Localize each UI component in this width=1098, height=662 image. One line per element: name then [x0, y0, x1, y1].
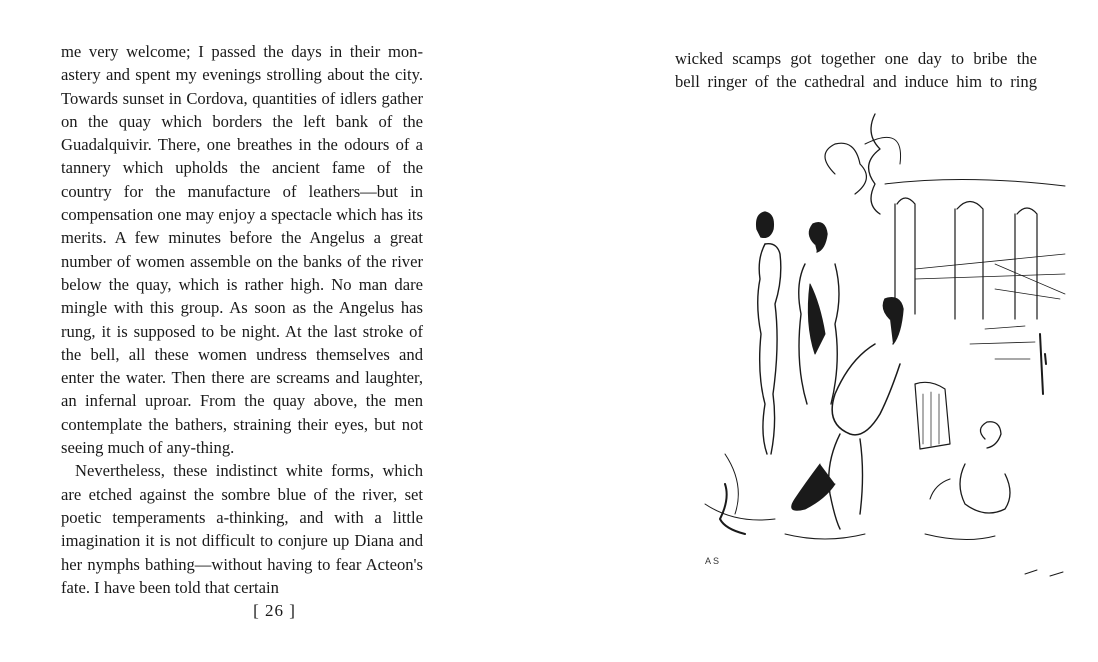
paragraph: me very welcome; I passed the days in their mon-astery and spent my evenings strolling about the city. Towards sunset in Cordova, quantities of idlers gather on the quay which borders the left bank of the Guadalquivir. There, one breathes in the odours of a tannery which upholds the ancient fame of the country for the manufacture of leathers—but in compensation one may enjoy a spectacle which has its merits. A few minutes before the Angelus a great number of women assemble on the banks of the river below the quay, which is rather high. No man dare mingle with this group. As soon as the Angelus has rung, it is supposed to be night. At the last stroke of the bell, all these women undress themselves and enter the water. Then there are screams and laughter, an infernal uproar. From the quay above, the men contemplate the bathers, straining their eyes, but not seeing much of any-thing. [61, 42, 423, 458]
bathers-illustration [665, 104, 1085, 604]
artist-initials: A S [705, 556, 720, 566]
ink-drawing [665, 104, 1085, 604]
text-line: wicked scamps got together one day to bribe the [675, 49, 1037, 68]
text-line: bell ringer of the cathedral and induce him to ring [675, 72, 1037, 92]
right-page-text [675, 47, 1037, 94]
right-page [549, 0, 1098, 662]
left-page-text [61, 40, 423, 599]
paragraph: Nevertheless, these indistinct white forms, which are etched against the sombre blue of the river, set poetic temperaments a-thinking, and with a little imagination it is not difficult to conjure up Diana and her nymphs bathing—without having to fear Acteon's fate. I have been told that certain [61, 461, 423, 597]
page-number: [ 26 ] [253, 601, 296, 620]
